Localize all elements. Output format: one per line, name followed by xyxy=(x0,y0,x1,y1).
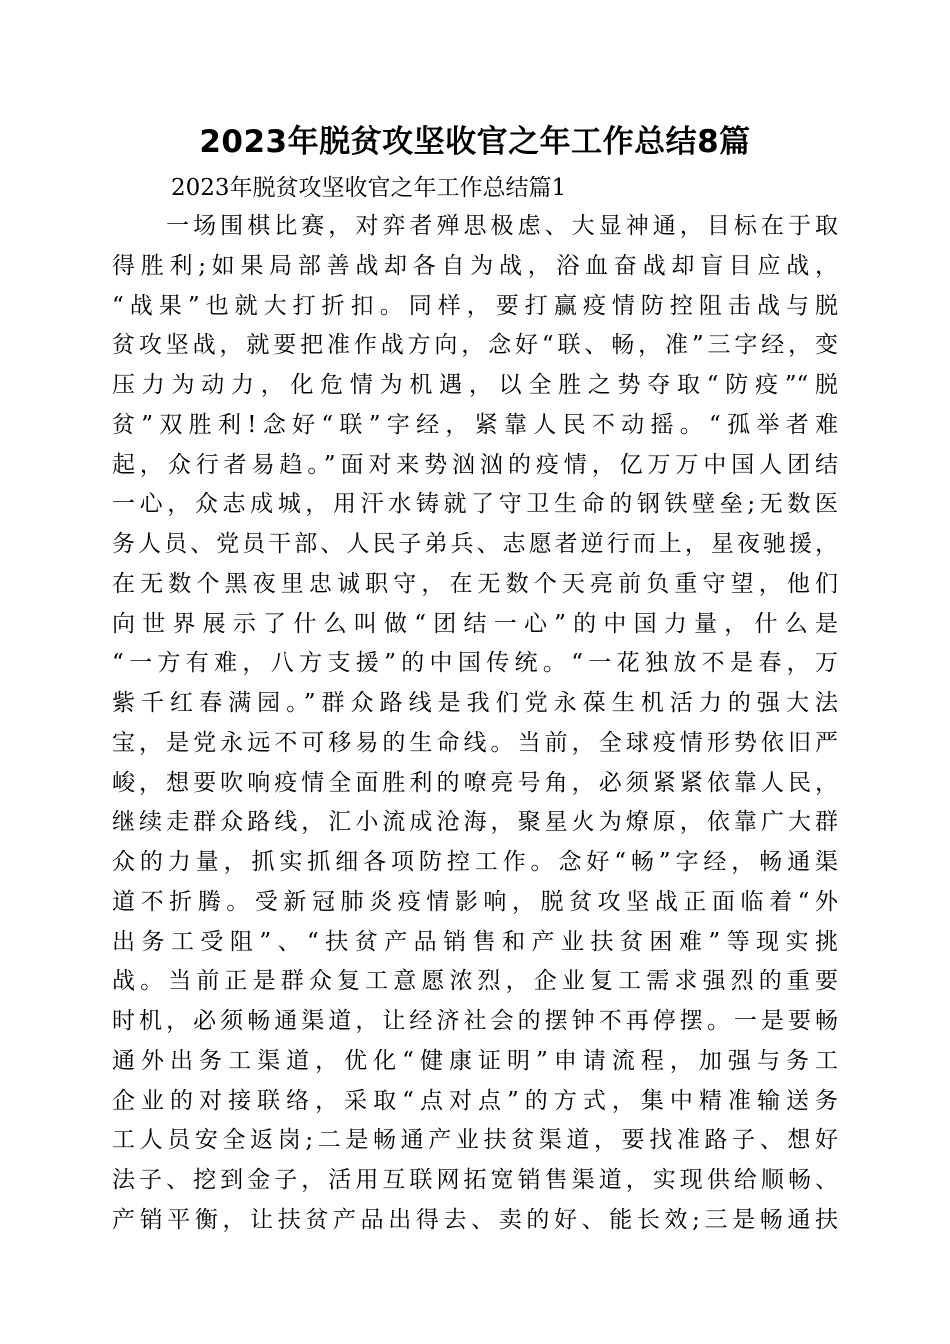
paragraph-line: 一心，众志成城，用汗水铸就了守卫生命的钢铁壁垒;无数医 xyxy=(112,491,838,518)
paragraph-line: 战。当前正是群众复工意愿浓烈，企业复工需求强烈的重要 xyxy=(112,968,838,995)
paragraph-line: 产销平衡，让扶贫产品出得去、卖的好、能长效;三是畅通扶 xyxy=(112,1206,838,1233)
paragraph-line: “战果”也就大打折扣。同样，要打赢疫情防控阻击战与脱 xyxy=(112,292,838,319)
paragraph-line: 务人员、党员干部、人民子弟兵、志愿者逆行而上，星夜驰援， xyxy=(112,531,838,557)
paragraph-line: 出务工受阻”、“扶贫产品销售和产业扶贫困难”等现实挑 xyxy=(112,928,838,955)
paragraph-line: 道不折腾。受新冠肺炎疫情影响，脱贫攻坚战正面临着“外 xyxy=(112,888,838,915)
paragraph-line: 在无数个黑夜里忠诚职守，在无数个天亮前负重守望，他们 xyxy=(112,570,838,597)
paragraph-line: 企业的对接联络，采取“点对点”的方式，集中精准输送务 xyxy=(112,1087,838,1114)
paragraph-line: 继续走群众路线，汇小流成沧海，聚星火为燎原，依靠广大群 xyxy=(112,809,838,836)
paragraph-line: 贫攻坚战，就要把准作战方向，念好“联、畅，准”三字经，变 xyxy=(112,332,838,359)
paragraph-line: 法子、挖到金子，活用互联网拓宽销售渠道，实现供给顺畅、 xyxy=(112,1167,838,1193)
paragraph-line: 压力为动力，化危情为机遇，以全胜之势夺取“防疫”“脱 xyxy=(112,372,838,398)
section-heading: 2023年脱贫攻坚收官之年工作总结篇1 xyxy=(171,175,567,201)
paragraph-line: 一场围棋比赛，对弈者殚思极虑、大显神通，目标在于取 xyxy=(112,213,838,239)
paragraph-line: 贫”双胜利!念好“联”字经，紧靠人民不动摇。“孤举者难 xyxy=(112,411,838,438)
paragraph-line: 众的力量，抓实抓细各项防控工作。念好“畅”字经，畅通渠 xyxy=(112,849,838,875)
paragraph-line: 向世界展示了什么叫做“团结一心”的中国力量，什么是 xyxy=(112,610,838,637)
paragraph-line: 工人员安全返岗;二是畅通产业扶贫渠道，要找准路子、想好 xyxy=(112,1127,838,1154)
document-title: 2023年脱贫攻坚收官之年工作总结8篇 xyxy=(199,124,751,160)
paragraph-line: 时机，必须畅通渠道，让经济社会的摆钟不再停摆。一是要畅 xyxy=(112,1008,838,1034)
paragraph-line: 得胜利;如果局部善战却各自为战，浴血奋战却盲目应战， xyxy=(112,252,838,279)
paragraph-line: 起，众行者易趋。”面对来势汹汹的疫情，亿万万中国人团结 xyxy=(112,451,838,478)
paragraph-line: “一方有难，八方支援”的中国传统。“一花独放不是春，万 xyxy=(112,650,838,677)
paragraph-line: 宝，是党永远不可移易的生命线。当前，全球疫情形势依旧严 xyxy=(112,729,838,756)
body-paragraph xyxy=(112,207,838,1241)
paragraph-line: 通外出务工渠道，优化“健康证明”申请流程，加强与务工 xyxy=(112,1047,838,1074)
paragraph-line: 峻，想要吹响疫情全面胜利的嘹亮号角，必须紧紧依靠人民， xyxy=(112,769,838,796)
paragraph-line: 紫千红春满园。”群众路线是我们党永葆生机活力的强大法 xyxy=(112,690,838,716)
